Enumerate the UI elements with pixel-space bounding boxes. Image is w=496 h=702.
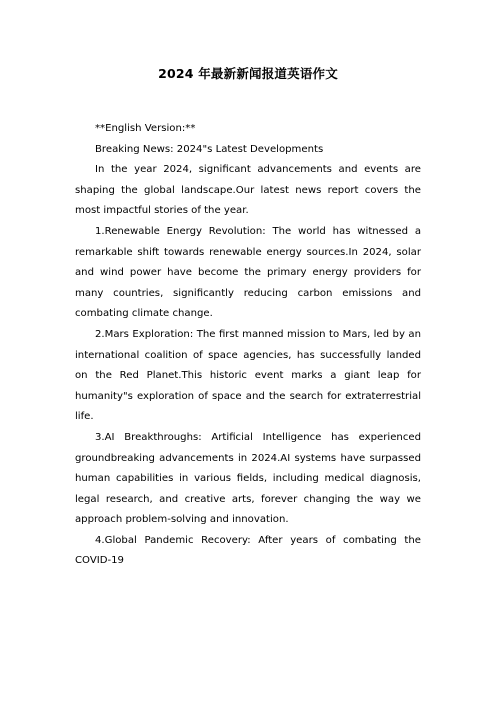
paragraph-pandemic-recovery: 4.Global Pandemic Recovery: After years of combating the COVID-19 [75, 534, 421, 567]
paragraph-mars-exploration: 2.Mars Exploration: The first manned mission to Mars, led by an international coalition of space agencies, has successfully landed on the Red Planet.This historic event marks a giant leap for humanity"s exploration of space and the search for extraterrestrial life. [75, 328, 421, 423]
news-headline: Breaking News: 2024"s Latest Developments [95, 143, 324, 155]
version-heading: **English Version:** [95, 123, 196, 134]
intro-paragraph: In the year 2024, significant advancements and events are shaping the global landscape.Our latest news report covers the most impactful stories of the year. [75, 164, 421, 217]
document-body [75, 119, 421, 572]
document-title: 2024 年最新新闻报道英语作文 [158, 66, 338, 81]
paragraph-renewable-energy: 1.Renewable Energy Revolution: The world has witnessed a remarkable shift towards renewable energy sources.In 2024, solar and wind power have become the primary energy providers for many countries, significantly reducing carbon emissions and combating climate change. [75, 225, 421, 320]
paragraph-ai-breakthroughs: 3.AI Breakthroughs: Artificial Intelligence has experienced groundbreaking advancements in 2024.AI systems have surpassed human capabilities in various fields, including medical diagnosis, legal research, and creative arts, forever changing the way we approach problem-solving and innovation. [75, 431, 421, 526]
